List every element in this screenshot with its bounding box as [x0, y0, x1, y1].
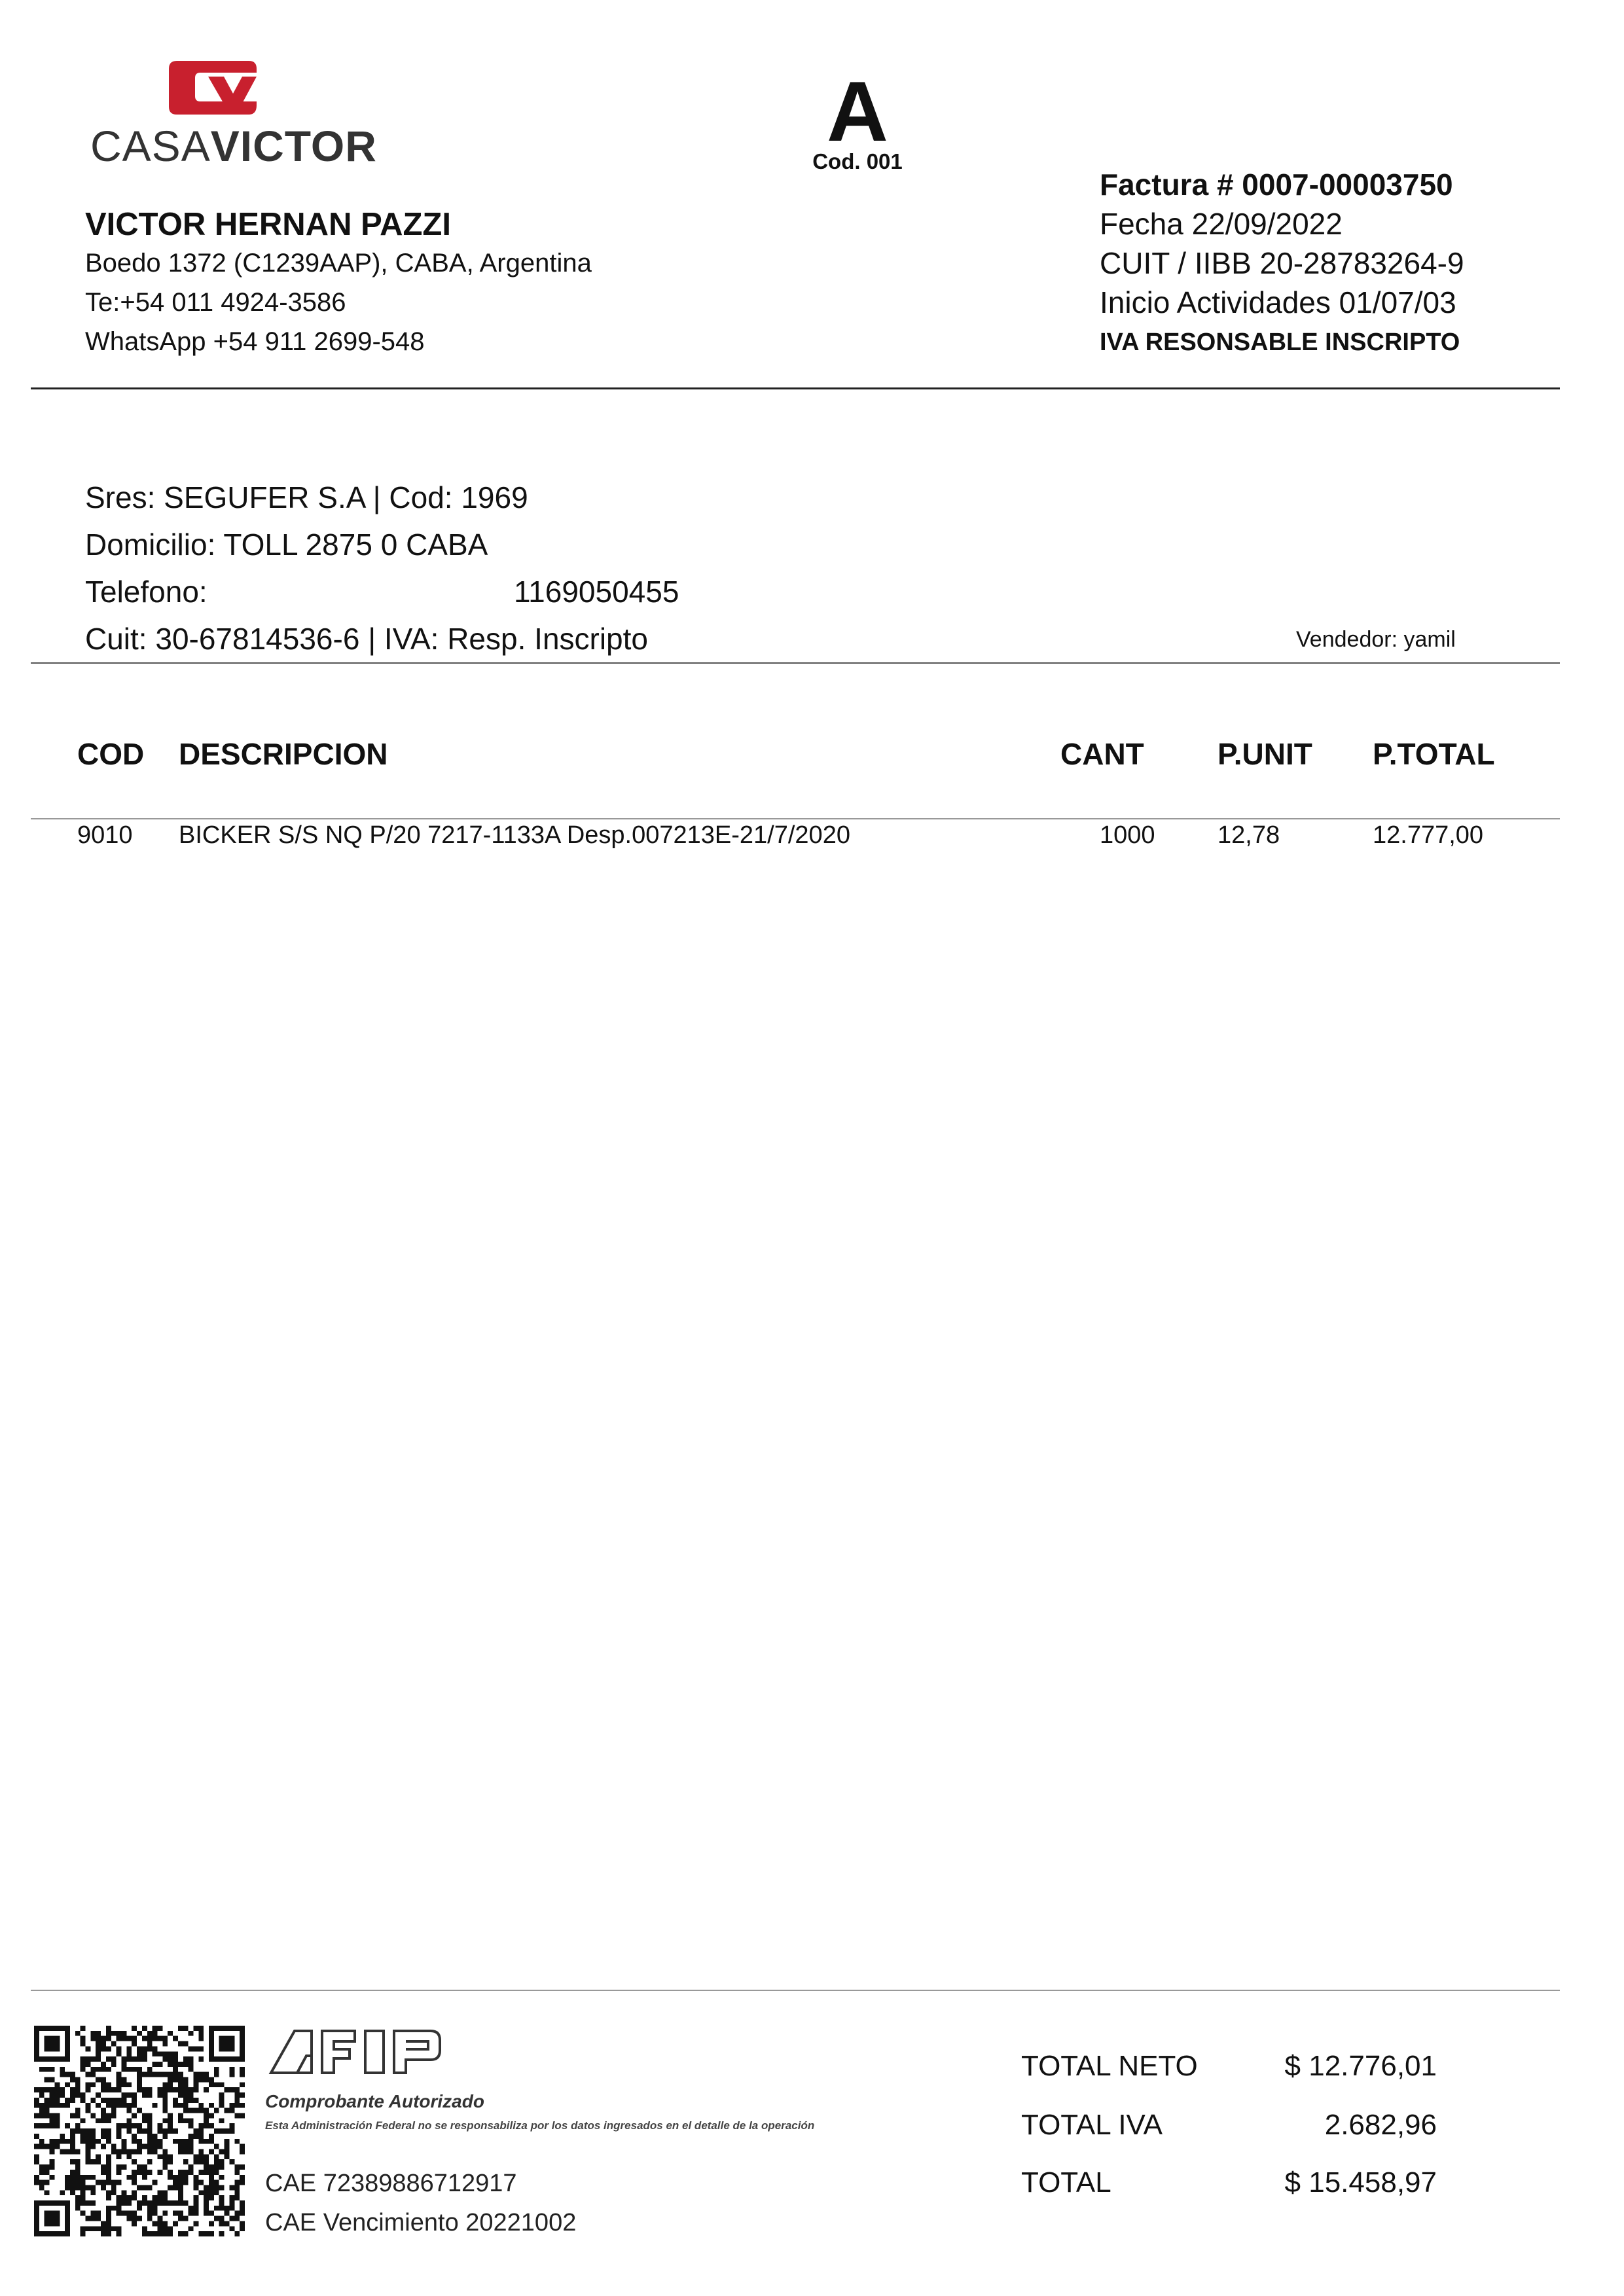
- header-divider: [31, 387, 1560, 389]
- row-unit: 12,78: [1218, 821, 1280, 849]
- vendor: Vendedor: yamil: [1296, 627, 1456, 652]
- invoice-cuit: CUIT / IIBB 20-28783264-9: [1100, 246, 1464, 280]
- footer-divider: [31, 1990, 1560, 1991]
- customer-name: Sres: SEGUFER S.A | Cod: 1969: [85, 480, 528, 514]
- row-cod: 9010: [77, 821, 133, 849]
- seller-phone: Te:+54 011 4924-3586: [85, 288, 346, 317]
- iva-condition: IVA RESONSABLE INSCRIPTO: [1100, 329, 1460, 356]
- customer-divider: [31, 662, 1560, 664]
- logo-wordmark: CASAVICTOR: [90, 122, 377, 170]
- cae-due-date: CAE Vencimiento 20221002: [265, 2209, 577, 2236]
- afip-logo-icon: [268, 2026, 452, 2078]
- seller-name: VICTOR HERNAN PAZZI: [85, 207, 451, 242]
- total-value: $ 15.458,97: [1284, 2166, 1437, 2198]
- customer-phone: 1169050455: [514, 575, 679, 609]
- qr-code: [34, 2026, 245, 2236]
- total-neto-label: TOTAL NETO: [1021, 2050, 1198, 2082]
- total-iva-label: TOTAL IVA: [1021, 2109, 1163, 2141]
- afip-note: Esta Administración Federal no se responsabiliza por los datos ingresados en el detalle de la operación: [265, 2119, 815, 2132]
- seller-whatsapp: WhatsApp +54 911 2699-548: [85, 327, 425, 356]
- col-desc-header: DESCRIPCION: [179, 737, 388, 771]
- col-cod-header: COD: [77, 737, 145, 771]
- invoice-date: Fecha 22/09/2022: [1100, 207, 1343, 241]
- row-cant: 1000: [1100, 821, 1155, 849]
- invoice-letter-code: Cod. 001: [812, 149, 903, 173]
- col-total-header: P.TOTAL: [1373, 737, 1495, 771]
- customer-phone-label: Telefono:: [85, 575, 208, 609]
- total-iva-value: 2.682,96: [1324, 2109, 1437, 2141]
- invoice-number: Factura # 0007-00003750: [1100, 168, 1453, 202]
- cae-number: CAE 72389886712917: [265, 2170, 517, 2197]
- invoice-letter: A: [827, 63, 888, 159]
- afip-logo: [268, 2026, 452, 2078]
- seller-address: Boedo 1372 (C1239AAP), CABA, Argentina: [85, 249, 592, 278]
- cv-logo-icon: [85, 56, 386, 121]
- total-label: TOTAL: [1021, 2166, 1111, 2198]
- col-cant-header: CANT: [1060, 737, 1144, 771]
- customer-address: Domicilio: TOLL 2875 0 CABA: [85, 528, 488, 562]
- company-logo: [85, 56, 386, 170]
- col-unit-header: P.UNIT: [1218, 737, 1312, 771]
- afip-authorized: Comprobante Autorizado: [265, 2091, 484, 2111]
- row-desc: BICKER S/S NQ P/20 7217-1133A Desp.007213E-21/7/2020: [179, 821, 850, 849]
- qr-code-icon: [34, 2026, 245, 2236]
- invoice-start-date: Inicio Actividades 01/07/03: [1100, 285, 1456, 319]
- total-neto-value: $ 12.776,01: [1284, 2050, 1437, 2082]
- row-total: 12.777,00: [1373, 821, 1484, 849]
- customer-tax: Cuit: 30-67814536-6 | IVA: Resp. Inscripto: [85, 622, 649, 656]
- table-header-divider: [31, 818, 1560, 819]
